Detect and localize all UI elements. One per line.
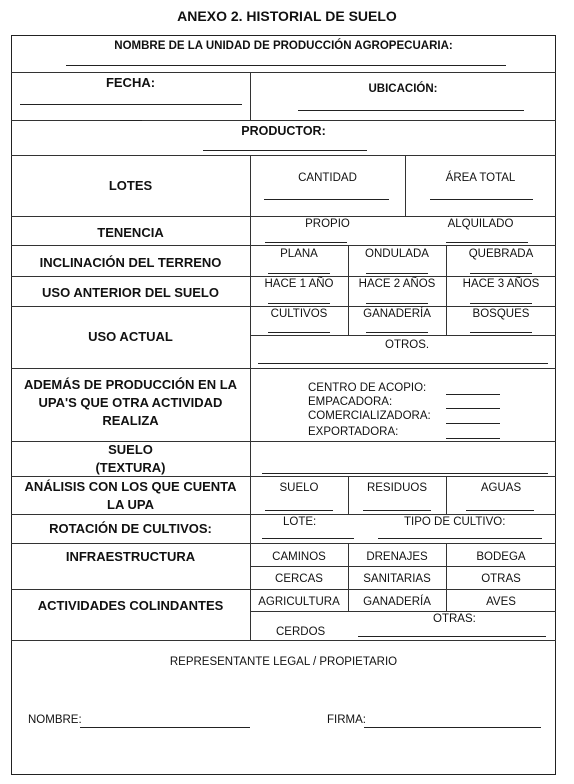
productor-label: PRODUCTOR: — [241, 124, 326, 138]
unit-name-field[interactable] — [66, 65, 506, 66]
analisis-aguas-field[interactable] — [466, 510, 534, 511]
nombre-field[interactable] — [80, 727, 250, 728]
lotes-label: LOTES — [108, 178, 153, 193]
area-total-label: ÁREA TOTAL — [445, 172, 516, 184]
row-divider — [11, 514, 556, 515]
analisis-label-line: LA UPA — [107, 497, 154, 512]
sanitarias-option: SANITARIAS — [363, 573, 431, 585]
tipo-cultivo-field[interactable] — [378, 538, 542, 539]
suelo-label-line: (TEXTURA) — [95, 460, 166, 475]
firma-label: FIRMA: — [327, 714, 366, 726]
otros-field[interactable] — [258, 363, 548, 364]
agricultura-option: AGRICULTURA — [258, 596, 340, 608]
bosques-option: BOSQUES — [472, 308, 530, 320]
ganaderia-field[interactable] — [366, 332, 428, 333]
inclinacion-label: INCLINACIÓN DEL TERRENO — [39, 255, 222, 270]
comercializadora-label: COMERCIALIZADORA: — [308, 410, 431, 422]
row-divider — [250, 611, 556, 612]
uso-anterior-label: USO ANTERIOR DEL SUELO — [42, 285, 219, 300]
row-divider — [250, 335, 556, 336]
row-divider — [11, 120, 556, 121]
hace-1-field[interactable] — [268, 303, 330, 304]
row-divider — [11, 589, 556, 590]
col-divider — [405, 155, 406, 216]
quebrada-option: QUEBRADA — [468, 248, 534, 260]
row-divider — [11, 245, 556, 246]
fecha-field[interactable] — [20, 104, 242, 105]
analisis-aguas-option: AGUAS — [480, 482, 522, 494]
row-divider — [11, 216, 556, 217]
alquilado-label: ALQUILADO — [447, 218, 514, 230]
ademas-label — [11, 376, 250, 430]
analisis-residuos-field[interactable] — [363, 510, 431, 511]
drenajes-option: DRENAJES — [366, 551, 428, 563]
ubicacion-label: UBICACIÓN: — [368, 83, 438, 95]
firma-field[interactable] — [364, 727, 541, 728]
otras-colindantes-field[interactable] — [358, 636, 546, 637]
uso-actual-label: USO ACTUAL — [88, 329, 173, 344]
empacadora-field[interactable] — [446, 408, 500, 409]
row-divider — [11, 640, 556, 641]
otras-colindantes-label: OTRAS: — [433, 613, 476, 625]
analisis-label — [11, 478, 250, 514]
centro-acopio-label: CENTRO DE ACOPIO: — [308, 382, 427, 394]
analisis-suelo-field[interactable] — [265, 510, 333, 511]
ademas-label-line: UPA'S QUE OTRA ACTIVIDAD — [38, 395, 223, 410]
comercializadora-field[interactable] — [446, 423, 500, 424]
otros-label: OTROS. — [385, 339, 430, 351]
caminos-option: CAMINOS — [272, 551, 326, 563]
ganaderia-option: GANADERÍA — [363, 308, 431, 320]
row-divider — [11, 368, 556, 369]
cantidad-field[interactable] — [264, 199, 389, 200]
hace-3-field[interactable] — [470, 303, 532, 304]
propio-label: PROPIO — [305, 218, 350, 230]
rotacion-label: ROTACIÓN DE CULTIVOS: — [49, 521, 212, 536]
cantidad-label: CANTIDAD — [298, 172, 357, 184]
hace-2-option: HACE 2 AÑOS — [358, 278, 436, 290]
suelo-label — [11, 441, 250, 477]
aves-option: AVES — [486, 596, 516, 608]
area-total-field[interactable] — [430, 199, 533, 200]
row-divider — [250, 566, 556, 567]
cerdos-option: CERDOS — [276, 626, 326, 638]
row-divider — [11, 155, 556, 156]
bodega-option: BODEGA — [476, 551, 526, 563]
col-ganaderia-option: GANADERÍA — [363, 596, 431, 608]
alquilado-field[interactable] — [446, 242, 528, 243]
row-divider — [11, 72, 556, 73]
representante-label: REPRESENTANTE LEGAL / PROPIETARIO — [169, 656, 398, 668]
suelo-label-line: SUELO — [108, 442, 153, 457]
unit-name-label: NOMBRE DE LA UNIDAD DE PRODUCCIÓN AGROPECUARIA: — [114, 40, 453, 52]
colindantes-label: ACTIVIDADES COLINDANTES — [37, 598, 224, 613]
cultivos-option: CULTIVOS — [270, 308, 328, 320]
empacadora-label: EMPACADORA: — [308, 396, 393, 408]
nombre-label: NOMBRE: — [28, 714, 82, 726]
tenencia-label: TENENCIA — [97, 225, 164, 240]
lote-field[interactable] — [262, 538, 354, 539]
analisis-residuos-option: RESIDUOS — [366, 482, 428, 494]
ubicacion-field[interactable] — [298, 110, 524, 111]
exportadora-label: EXPORTADORA: — [308, 426, 399, 438]
quebrada-field[interactable] — [470, 273, 532, 274]
propio-field[interactable] — [265, 242, 347, 243]
col-divider — [250, 72, 251, 120]
centro-acopio-field[interactable] — [446, 394, 500, 395]
analisis-label-line: ANÁLISIS CON LOS QUE CUENTA — [24, 479, 237, 494]
suelo-textura-field[interactable] — [262, 473, 548, 474]
cercas-option: CERCAS — [275, 573, 323, 585]
cultivos-field[interactable] — [268, 332, 330, 333]
analisis-suelo-option: SUELO — [279, 482, 319, 494]
row-divider — [11, 306, 556, 307]
exportadora-field[interactable] — [446, 438, 500, 439]
productor-field[interactable] — [203, 150, 367, 151]
hace-3-option: HACE 3 AÑOS — [462, 278, 540, 290]
otras-option: OTRAS — [481, 573, 521, 585]
bosques-field[interactable] — [470, 332, 532, 333]
plana-option: PLANA — [280, 248, 318, 260]
hace-1-option: HACE 1 AÑO — [264, 278, 334, 290]
ademas-label-line: REALIZA — [102, 413, 159, 428]
ondulada-field[interactable] — [366, 273, 428, 274]
row-divider — [11, 276, 556, 277]
hace-2-field[interactable] — [366, 303, 428, 304]
fecha-field-short[interactable] — [120, 120, 142, 121]
tipo-cultivo-label: TIPO DE CULTIVO: — [404, 516, 506, 528]
plana-field[interactable] — [268, 273, 330, 274]
fecha-label: FECHA: — [105, 75, 156, 90]
infraestructura-label: INFRAESTRUCTURA — [65, 549, 196, 564]
ondulada-option: ONDULADA — [365, 248, 429, 260]
row-divider — [11, 543, 556, 544]
ademas-label-line: ADEMÁS DE PRODUCCIÓN EN LA — [23, 377, 238, 392]
lote-label: LOTE: — [283, 516, 317, 528]
document-title: ANEXO 2. HISTORIAL DE SUELO — [177, 8, 397, 24]
